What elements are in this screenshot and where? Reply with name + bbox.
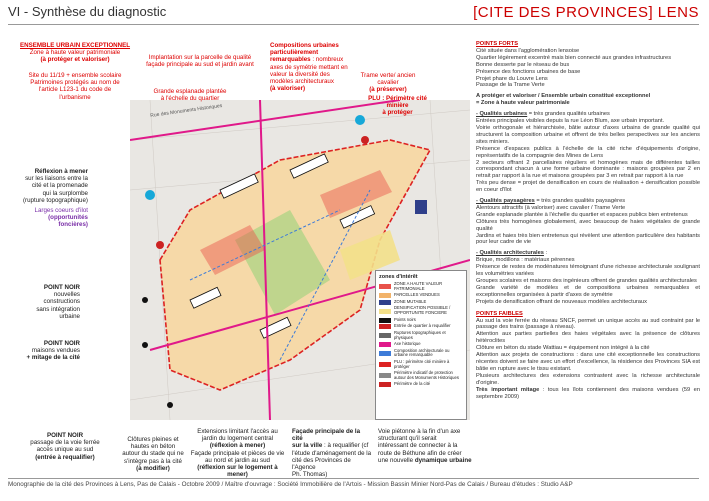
legend-label: PARCELLES VENDUES bbox=[394, 292, 440, 298]
annotation-voie-line: route de Béthune afin de créer bbox=[378, 449, 462, 457]
annotation-pn3-line: passage de la voie ferrée bbox=[30, 439, 100, 447]
points-faibles-text: Au sud la voie ferrée du réseau SNCF, permet un unique accès au sud contraint par le passage des trains (passage à niveau). bbox=[476, 317, 700, 331]
legend-label: Ruptures topographiques et physiques bbox=[394, 329, 446, 340]
section-title: VI - Synthèse du diagnostic bbox=[8, 4, 167, 19]
legend-item bbox=[379, 382, 463, 387]
annotation-reflexion-line: sur les liaisons entre la bbox=[25, 175, 88, 183]
diagnostic-text bbox=[476, 40, 700, 400]
legend-swatch bbox=[379, 300, 391, 305]
annotation-larges bbox=[8, 207, 88, 229]
legend-item bbox=[379, 293, 463, 298]
points-forts-item: Présence des fonctions urbaines de base bbox=[476, 68, 581, 75]
legend-swatch bbox=[379, 293, 391, 298]
points-faibles-title: POINTS FAIBLES bbox=[476, 310, 523, 317]
annotation-ensemble-line: Zone à haute valeur patrimoniale bbox=[29, 49, 121, 57]
annotation-ext-line: (réflexion sur le logement à mener) bbox=[197, 464, 278, 479]
legend-item bbox=[379, 360, 463, 370]
annotation-site bbox=[25, 72, 125, 101]
annotation-facade-line: sur la ville bbox=[292, 442, 323, 450]
legend-label: Périmètre indicatif de protection autour des Monuments Historiques bbox=[394, 369, 459, 380]
annotation-pn3-line: (entrée à requalifier) bbox=[35, 453, 95, 461]
legend-swatch bbox=[379, 318, 391, 323]
annotation-facade-line: l'étude d'aménagement de la bbox=[292, 449, 372, 457]
legend-item bbox=[379, 282, 463, 292]
annotation-ext-line: Extensions limitant l'accès au bbox=[197, 428, 278, 435]
qualites-urbaines-text: Voirie orthogonale et hiérarchisée, bâtie autour d'axes urbains de grande qualité qui structurent la composition urbaine et offrent de très belles perspectives sur les anciens sites miniers. bbox=[476, 124, 700, 145]
legend-swatch bbox=[379, 284, 391, 289]
annotation-voie-line: dynamique urbaine bbox=[414, 456, 472, 464]
legend-swatch bbox=[379, 362, 391, 367]
annotation-extensions bbox=[190, 428, 285, 478]
annotation-compo-line: particulièrement bbox=[270, 49, 319, 57]
legend-rows bbox=[379, 282, 463, 387]
annotation-larges-line: (opportunités bbox=[48, 214, 88, 222]
annotation-compositions bbox=[270, 42, 360, 92]
annotation-grande-line: à l'échelle du quartier bbox=[160, 95, 220, 103]
annotation-point-noir-3 bbox=[20, 432, 110, 461]
legend-swatch bbox=[379, 309, 391, 314]
legend-item bbox=[379, 300, 463, 305]
legend-swatch bbox=[379, 382, 391, 387]
qualites-architecturales-text: Groupes scolaires et maisons des ingénieurs offrent de grandes qualités architecturales bbox=[476, 278, 697, 284]
annotation-ext-line: au nord et jardin au sud bbox=[204, 456, 270, 464]
annotation-clotures bbox=[118, 436, 188, 472]
annotation-ensemble bbox=[20, 42, 130, 64]
annotation-clotures-line: autour du stade qui ne bbox=[122, 450, 184, 458]
annotation-site-line: Patrimoines protégés au nom de bbox=[30, 79, 120, 87]
annotation-implantation bbox=[140, 54, 260, 68]
footer-rule bbox=[8, 478, 699, 479]
annotation-compo-line: : nombreux bbox=[310, 56, 344, 64]
annotation-site-line: l'article L123-1 du code de bbox=[38, 86, 112, 94]
annotation-ensemble-title: ENSEMBLE URBAIN EXCEPTIONNEL bbox=[20, 42, 131, 49]
annotation-facade-line: Façade principale de la cité bbox=[292, 428, 361, 443]
annotation-larges-line: Larges coeurs d'ilot bbox=[34, 207, 88, 214]
qualites-architecturales-text: Présence de restes de modénatures témoignant d'une richesse architecturale soulignant les volumétries variées bbox=[476, 264, 700, 278]
qualites-architecturales-text: Projets de densification offrant de nouveaux modèles architecturaux bbox=[476, 298, 647, 305]
legend-item bbox=[379, 371, 463, 381]
annotation-clotures-line: Clôtures pleines et bbox=[127, 436, 179, 443]
annotation-grande-line: Grande esplanade plantée bbox=[153, 88, 227, 95]
qualites-urbaines-text: 2 secteurs offrant 2 parcellaires réguliers et homogènes mais de différentes tailles correspondant chacun à une forme urbaine dominante : maisons groupées par 2 en retrait par rapport à la rue et maisons groupées par 3 en retrait par rapport à la rue bbox=[476, 159, 700, 180]
annotation-implantation-line: Implantation sur la parcelle de qualité bbox=[148, 54, 252, 61]
legend-label: DENSIFICATION POSSIBLE / OPPORTUNITE FONCIERE bbox=[394, 305, 451, 316]
annotation-plu-line: PLU : Périmètre cité minière bbox=[368, 95, 427, 110]
annotation-trame bbox=[353, 72, 423, 94]
qualites-paysageres-text: Alentours attractifs (à valoriser) avec cavalier / Trame Verte bbox=[476, 204, 626, 211]
annotation-pn2-line: + mitage de la cité bbox=[26, 354, 80, 362]
points-forts-list bbox=[476, 48, 700, 89]
annotation-voie-line: intéressant de connecter à la bbox=[378, 442, 458, 450]
annotation-pn1-line: POINT NOIR bbox=[43, 284, 80, 291]
annotation-pn1-line: constructions bbox=[43, 298, 80, 306]
annotation-pn1-line: urbaine bbox=[59, 312, 80, 320]
annotation-point-noir-1 bbox=[8, 284, 80, 320]
header-rule bbox=[8, 24, 699, 25]
legend-swatch bbox=[379, 333, 391, 338]
annotation-pn3-line: accès unique au sud bbox=[36, 446, 94, 454]
annotation-reflexion-line: (rupture topographique) bbox=[22, 196, 88, 204]
points-forts-item: Quartier légèrement excentré mais bien connecté aux grandes infrastructures bbox=[476, 54, 672, 61]
points-forts-title: POINTS FORTS bbox=[476, 41, 519, 47]
annotation-pn2-line: POINT NOIR bbox=[43, 340, 80, 347]
qualites-paysageres-text: Grande esplanade plantée à l'échelle du quartier et espaces publics bien entretenus bbox=[476, 211, 688, 218]
legend-item bbox=[379, 331, 463, 341]
annotation-compo-line: Compositions urbaines bbox=[270, 42, 339, 49]
points-forts-item: Bonne desserte par le réseau de bus bbox=[476, 61, 570, 68]
annotation-point-noir-2 bbox=[8, 340, 80, 362]
annotation-implantation-line: façade principale au sud et jardin avant bbox=[146, 61, 254, 69]
annotation-site-line: l'urbanisme bbox=[59, 93, 91, 101]
legend-item bbox=[379, 342, 463, 347]
points-faibles-text: Attention aux parties partielles des haies végétales avec la présence de clôtures hétéroclites bbox=[476, 331, 700, 345]
legend-label: ZONE A HAUTE VALEUR PATRIMONIALE bbox=[394, 281, 443, 291]
annotation-trame-line: (à préserver) bbox=[369, 86, 407, 94]
annotation-plu-line: à protéger bbox=[382, 109, 413, 117]
qualites-urbaines-text: Entrées principales visibles depuis la rue Léon Blum, axe urbain important. bbox=[476, 118, 665, 125]
legend-label: Composition architecturale ou urbaine remarquable bbox=[394, 347, 450, 358]
legend-item bbox=[379, 349, 463, 359]
annotation-plu bbox=[360, 95, 435, 117]
qualites-urbaines-title: - Qualités urbaines bbox=[476, 111, 528, 118]
legend-swatch bbox=[379, 342, 391, 347]
legend-item bbox=[379, 306, 463, 316]
annotation-ext-line: (réflexion à mener) bbox=[209, 442, 266, 450]
annotation-compo-line: remarquables bbox=[270, 56, 311, 64]
protect-line: A protéger et valoriser / Ensemble urbain constitué exceptionnel bbox=[476, 93, 651, 100]
points-faibles-text: Plusieurs architectures des extensions contrastent avec la richesse architecturale d'origine. bbox=[476, 372, 700, 386]
annotation-grande-esplanade bbox=[140, 88, 240, 102]
qualites-urbaines-text: Présence d'espaces publics à l'échelle de la cité riche d'équipements d'origine, représentatifs de la compagnie des Mines de Lens bbox=[476, 145, 700, 159]
annotation-compo-line: valeur la diversité des bbox=[270, 70, 330, 78]
qualites-paysageres-text: Jardins et haies très bien entretenus qui révèlent une attention particulière des habitants pour leur cadre de vie bbox=[476, 232, 700, 246]
points-forts-item: Cité située dans l'agglomération lensoise bbox=[476, 47, 580, 54]
legend-label: Axe historique bbox=[394, 341, 421, 347]
qualites-architecturales-intro: : bbox=[543, 250, 548, 257]
annotation-pn1-line: nouvelles bbox=[53, 291, 80, 299]
qualites-paysageres-intro: = très grandes qualités paysagères bbox=[534, 198, 626, 205]
annotation-voie-pietonne bbox=[378, 428, 473, 464]
annotation-clotures-line: (à modifier) bbox=[136, 464, 170, 472]
annotation-ensemble-line: (à protéger et valoriser) bbox=[40, 56, 110, 64]
annotation-voie-line: structurant qu'il serait bbox=[378, 435, 437, 443]
annotation-compo-line: axes de symétrie mettant en bbox=[270, 63, 348, 71]
mitage-text: : tous les îlots contiennent des maisons vendues (59 en septembre 2009) bbox=[476, 386, 701, 400]
annotation-ext-line: Façade principale et pièces de vie bbox=[190, 449, 285, 457]
annotation-voie-line: Voie piétonne à la fin d'un axe bbox=[378, 428, 461, 435]
annotation-pn1-line: sans intégration bbox=[36, 305, 80, 313]
project-title: [CITE DES PROVINCES] LENS bbox=[473, 4, 699, 21]
qualites-architecturales-text: Grande variété de modèles et de compositions urbaines remarquables et exceptionnelles organisées à partir d'axes de symétrie bbox=[476, 284, 700, 298]
legend-label: Points noirs bbox=[394, 316, 416, 322]
qualites-architecturales-title: - Qualités architecturales bbox=[476, 250, 544, 257]
protect-line: = Zone à haute valeur patrimoniale bbox=[476, 100, 570, 107]
legend-swatch bbox=[379, 324, 391, 329]
legend-item bbox=[379, 324, 463, 329]
legend-label: Périmètre de la cité bbox=[394, 381, 431, 387]
points-faibles-text: Attention aux projets de constructions : dans une cité exceptionnelle les constructions récentes doivent se faire avec un effort d'excellence, la résidence des Provinces SIA est bâtie en rupture avec le tissu existant. bbox=[476, 352, 700, 372]
legend-item bbox=[379, 318, 463, 323]
annotation-compo-line: (à valoriser) bbox=[270, 85, 306, 93]
annotation-compo-line: modèles architecturaux bbox=[270, 78, 334, 86]
annotation-reflexion-line: Réflexion à mener bbox=[34, 168, 88, 175]
map-legend bbox=[375, 270, 467, 420]
legend-label: Entrée de quartier à requalifier bbox=[394, 323, 451, 329]
footer-credits: Monographie de la cité des Provinces à Lens, Pas de Calais - Octobre 2009 / Maître d'ouvrage : Société Immobilière de l'Artois - Mission Bassin Minier Nord-Pas de Calais / Bureau d'études : Studio A&P bbox=[8, 481, 573, 488]
legend-label: ZONE MUTABLE bbox=[394, 298, 427, 304]
legend-label: PLU : périmètre cité minière à protéger bbox=[394, 358, 450, 369]
annotation-facade-line: : à requalifier (cf bbox=[322, 442, 369, 450]
qualites-urbaines-text: Très peu dense = projet de densification en cours de réalisation + densification possible en coeur d'îlot bbox=[476, 180, 700, 194]
points-forts-item: Projet phare du Louvre Lens bbox=[476, 75, 548, 82]
annotation-reflexion-line: qui la surplombe bbox=[42, 189, 88, 197]
annotation-facade bbox=[292, 428, 372, 478]
annotation-site-line: Site du 11/19 + ensemble scolaire bbox=[28, 72, 122, 79]
legend-title: zones d'intérêt bbox=[379, 274, 418, 280]
annotation-facade-line: cité des Provinces de l'Agence bbox=[292, 456, 351, 472]
legend-swatch bbox=[379, 373, 391, 378]
qualites-urbaines-intro: = très grandes qualités urbaines bbox=[527, 111, 610, 118]
street-label: Rue des Monuments Historiques bbox=[149, 102, 223, 120]
qualites-architecturales-text: Brique, modillons : matériaux pérennes bbox=[476, 257, 575, 264]
annotation-pn2-line: maisons vendues bbox=[31, 347, 80, 355]
annotation-pn3-line: POINT NOIR bbox=[46, 432, 84, 439]
annotation-facade-line: Ph. Thomas) bbox=[292, 471, 328, 479]
annotation-trame-line: Trame verte/ ancien cavalier bbox=[360, 72, 416, 87]
qualites-paysageres-text: Clôtures très homogènes globalement, avec beaucoup de haies végétales de grande qualité bbox=[476, 218, 700, 232]
qualites-paysageres-title: - Qualités paysagères bbox=[476, 198, 535, 205]
annotation-clotures-line: hautes en béton bbox=[130, 443, 176, 451]
annotation-ext-line: jardin du logement central bbox=[201, 435, 274, 443]
legend-swatch bbox=[379, 351, 391, 356]
annotation-reflexion bbox=[8, 168, 88, 204]
annotation-larges-line: foncières) bbox=[58, 221, 88, 229]
points-forts-item: Passage de la Trame Verte bbox=[476, 82, 545, 89]
annotation-clotures-line: s'intègre pas à la cité bbox=[124, 457, 182, 465]
mitage-label: Très important mitage bbox=[476, 386, 540, 393]
annotation-voie-line: une nouvelle bbox=[378, 456, 414, 464]
annotation-reflexion-line: cité et la promenade bbox=[31, 182, 88, 190]
points-faibles-text: Clôture en béton du stade Wattiau = équipement non intégré à la cité bbox=[476, 345, 650, 352]
